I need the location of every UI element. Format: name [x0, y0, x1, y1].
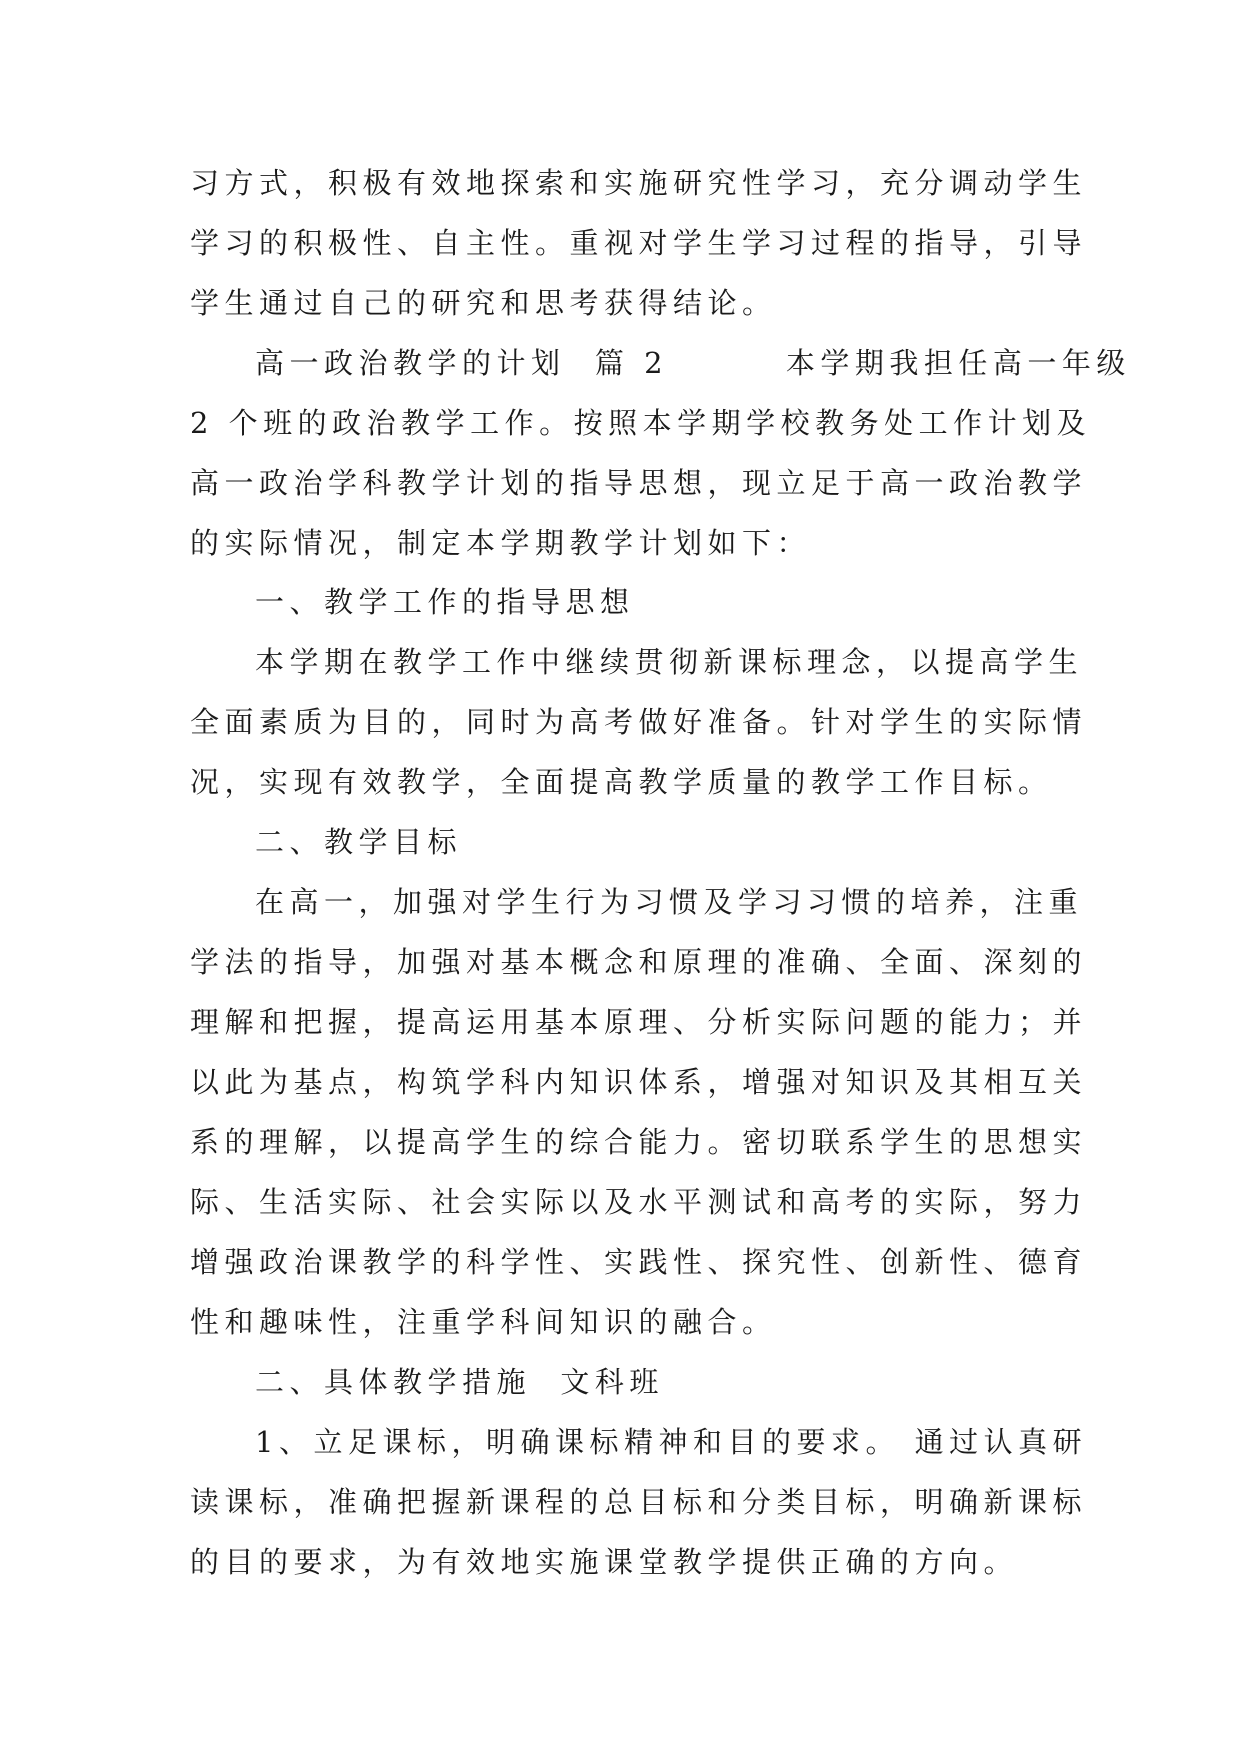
text-line: 高一政治学科教学计划的指导思想，现立足于高一政治教学	[190, 466, 1088, 500]
text-line: 在高一，加强对学生行为习惯及学习习惯的培养，注重	[255, 885, 1084, 919]
section-heading: 二、教学目标	[255, 825, 463, 859]
text-line: 况，实现有效教学，全面提高教学质量的教学工作目标。	[190, 765, 1053, 799]
text-line: 学习的积极性、自主性。重视对学生学习过程的指导，引导	[190, 226, 1088, 260]
section-heading: 二、具体教学措施 文科班	[255, 1365, 664, 1399]
text-line: 性和趣味性，注重学科间知识的融合。	[190, 1305, 777, 1339]
text-line: 的目的要求，为有效地实施课堂教学提供正确的方向。	[190, 1545, 1019, 1579]
text-line: 2 个班的政治教学工作。按照本学期学校教务处工作计划及	[190, 406, 1092, 440]
text-line: 学生通过自己的研究和思考获得结论。	[190, 286, 777, 320]
text-line: 读课标，准确把握新课程的总目标和分类目标，明确新课标	[190, 1485, 1088, 1519]
text-line: 系的理解，以提高学生的综合能力。密切联系学生的思想实	[190, 1125, 1088, 1159]
text-line: 际、生活实际、社会实际以及水平测试和高考的实际，努力	[190, 1185, 1088, 1219]
text-line: 习方式，积极有效地探索和实施研究性学习，充分调动学生	[190, 166, 1088, 200]
section-heading-line: 高一政治教学的计划 篇 2 本学期我担任高一年级	[255, 346, 1131, 380]
text-line: 全面素质为目的，同时为高考做好准备。针对学生的实际情	[190, 705, 1088, 739]
section-heading: 一、教学工作的指导思想	[255, 585, 635, 619]
text-line: 理解和把握，提高运用基本原理、分析实际问题的能力；并	[190, 1005, 1088, 1039]
text-line: 学法的指导，加强对基本概念和原理的准确、全面、深刻的	[190, 945, 1088, 979]
text-line: 的实际情况，制定本学期教学计划如下：	[190, 526, 812, 560]
text-line: 增强政治课教学的科学性、实践性、探究性、创新性、德育	[190, 1245, 1088, 1279]
text-line: 本学期在教学工作中继续贯彻新课标理念，以提高学生	[255, 645, 1084, 679]
text-line: 以此为基点，构筑学科内知识体系，增强对知识及其相互关	[190, 1065, 1088, 1099]
text-line: 1、立足课标，明确课标精神和目的要求。 通过认真研	[255, 1425, 1088, 1459]
